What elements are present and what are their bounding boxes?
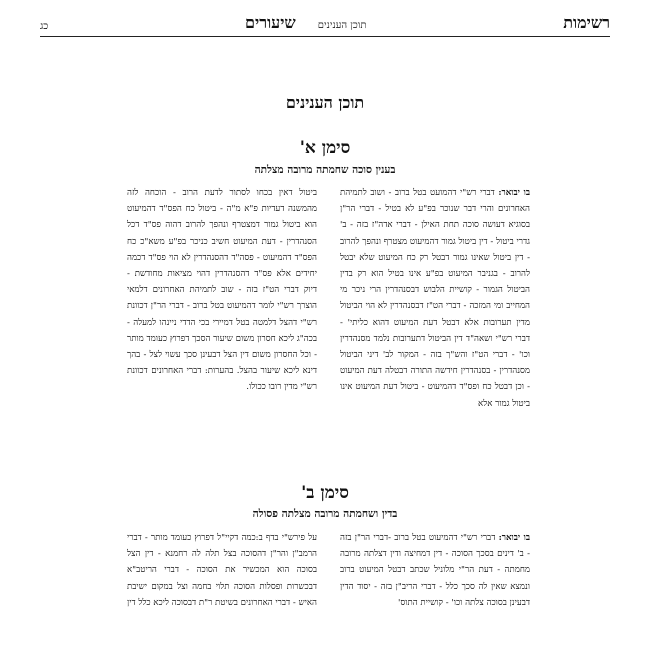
page-title: תוכן הענינים: [285, 93, 365, 112]
siman-heading: סימן ב': [301, 483, 349, 503]
text-column-right: [340, 185, 530, 477]
column-text: דברי רש"י דהמועט בטל ברוב - ושוב לתמיהת האחרונים והרי דבר שנוכר בפ"ע לא בטיל - דברי הר"ן בסוגיא דעושה סוכה תחת האילן - דברי אדה"ז בזה - ב' גדרי ביטול - דין ביטול גמור דהמיעוט מצטרף ונהפך להרוב - דין ביטול שאינו גמור דבטל רק כח המיעוט שלא יבטל להרוב - בגניבר המיעוט בפ"ע אינו בטיל הוא רק בדין הביטול הגמור - קושיית הלבוש דבסנהדרין הרי ניכר מי המחייב ומי המזכה - דברי הט"ז דבסנהדרין לא הוי הביטול מדין תערובות אלא דבטל דעת המיעוט דהוא כליתי' - דברי רש"י ושאה"ד דין הביטול דתערובות נלמד מסנהדרין וכו' - דברי הט"ז והש"ך בזה - המקור לב' דיני הביטול מסנהדרין - בסנהדרין חידשה התורה דבטלה דעת המיעוט - וכן דבטל כח ופס"ד דהמיעוט - ביטול דעת המיעוט אינו ביטול גמור אלא: [340, 188, 530, 409]
column-text: דברי רש"י דהמיעוט בטל ברוב -דברי הר"ן בזה - ב' דינים בסכך הסוכה - דין דמחיצה ודין דצלתה מרובה מחמתה - דעת הר"י מלוניל שכתב דבטל המיעוט ברוב ונמצא שאין לה סכך כלל - דברי הריב"ן בזה - יסוד הדין דבעינן בסוכה צלתה וכו' - קושיית התוס': [340, 533, 530, 608]
text-column-left: [127, 530, 317, 644]
text-column-left: [127, 185, 317, 477]
running-header-section: תוכן הענינים: [317, 20, 367, 31]
column-text: ביטול דאין בכחו לסתור לדעת הרוב - הוכחה לזה מהמשנה דעדיות פ"א מ"ה - ביטול כח הפס"ד דהמיעוט הוא ביטול גמור דמצטרף ונהפך להרוב דהוה פס"ד דכל הסנהדרין - דעת המיעוט חשיב כניכר בפ"ע משא"כ כח הפס"ד דהמיעוט - פסה"ד דהסנהדרין לא הוי פס"ד דכמה יחידים אלא פס"ד דהסנהדרין דהוי מציאות מחודשת - דיוק דברי הט"ז בזה - שוב לתמיהת האחרונים דלמאי הוצרך רש"י לומר דהמיעוט בטל ברוב - דברי הר"ן דכוונת רש"י דהצל דלמטה בטל דמיירי בכי הדדי ניינהו למעלה - בכה"ג ליכא חסרון משום שיעור הסכך דפרוץ כעומד מותר - וכל החסרון משום דין הצל דבעינן סכך עשוי לצל - בהך דינא ליכא שיעור בהצל. בהערות: דברי האחרונים דכוונת רש"י מדין רובו ככולו.: [127, 188, 317, 393]
text-column-right: [340, 530, 530, 644]
siman-subtitle: בענין סוכה שחמתה מרובה מצלתה: [254, 164, 396, 176]
column-lead: בו יבואר:: [498, 188, 530, 198]
siman-columns: [127, 530, 530, 644]
column-lead: בו יבואר:: [498, 533, 530, 543]
running-header: [40, 6, 610, 37]
siman-columns: [127, 185, 530, 477]
running-header-series-title: שיעורים: [245, 13, 296, 32]
running-header-book-title: רשימות: [563, 13, 610, 32]
siman-subtitle: בדין ושחמתה מרובה מצלתה פסולה: [252, 508, 398, 520]
column-text: על פירש"י בדף ב:כמה דקיי"ל דפרוץ כעומד מותר - דברי הרמב"ן והר"ן דהסוכה בצל תלה לה רחמנא - דין הצל בסוכה הוא המכשיר את הסוכה - דברי הריטב"א דבכשרות ופסלות הסוכה תלוי בחמה וצל במקום ישיבת האיש - דברי האחרונים בשיטת ר"ת דבסוכה ליכא כלל דין: [127, 533, 317, 608]
page-number: כג: [40, 21, 49, 32]
running-header-middle: [245, 13, 366, 36]
siman-heading: סימן א': [299, 138, 351, 158]
